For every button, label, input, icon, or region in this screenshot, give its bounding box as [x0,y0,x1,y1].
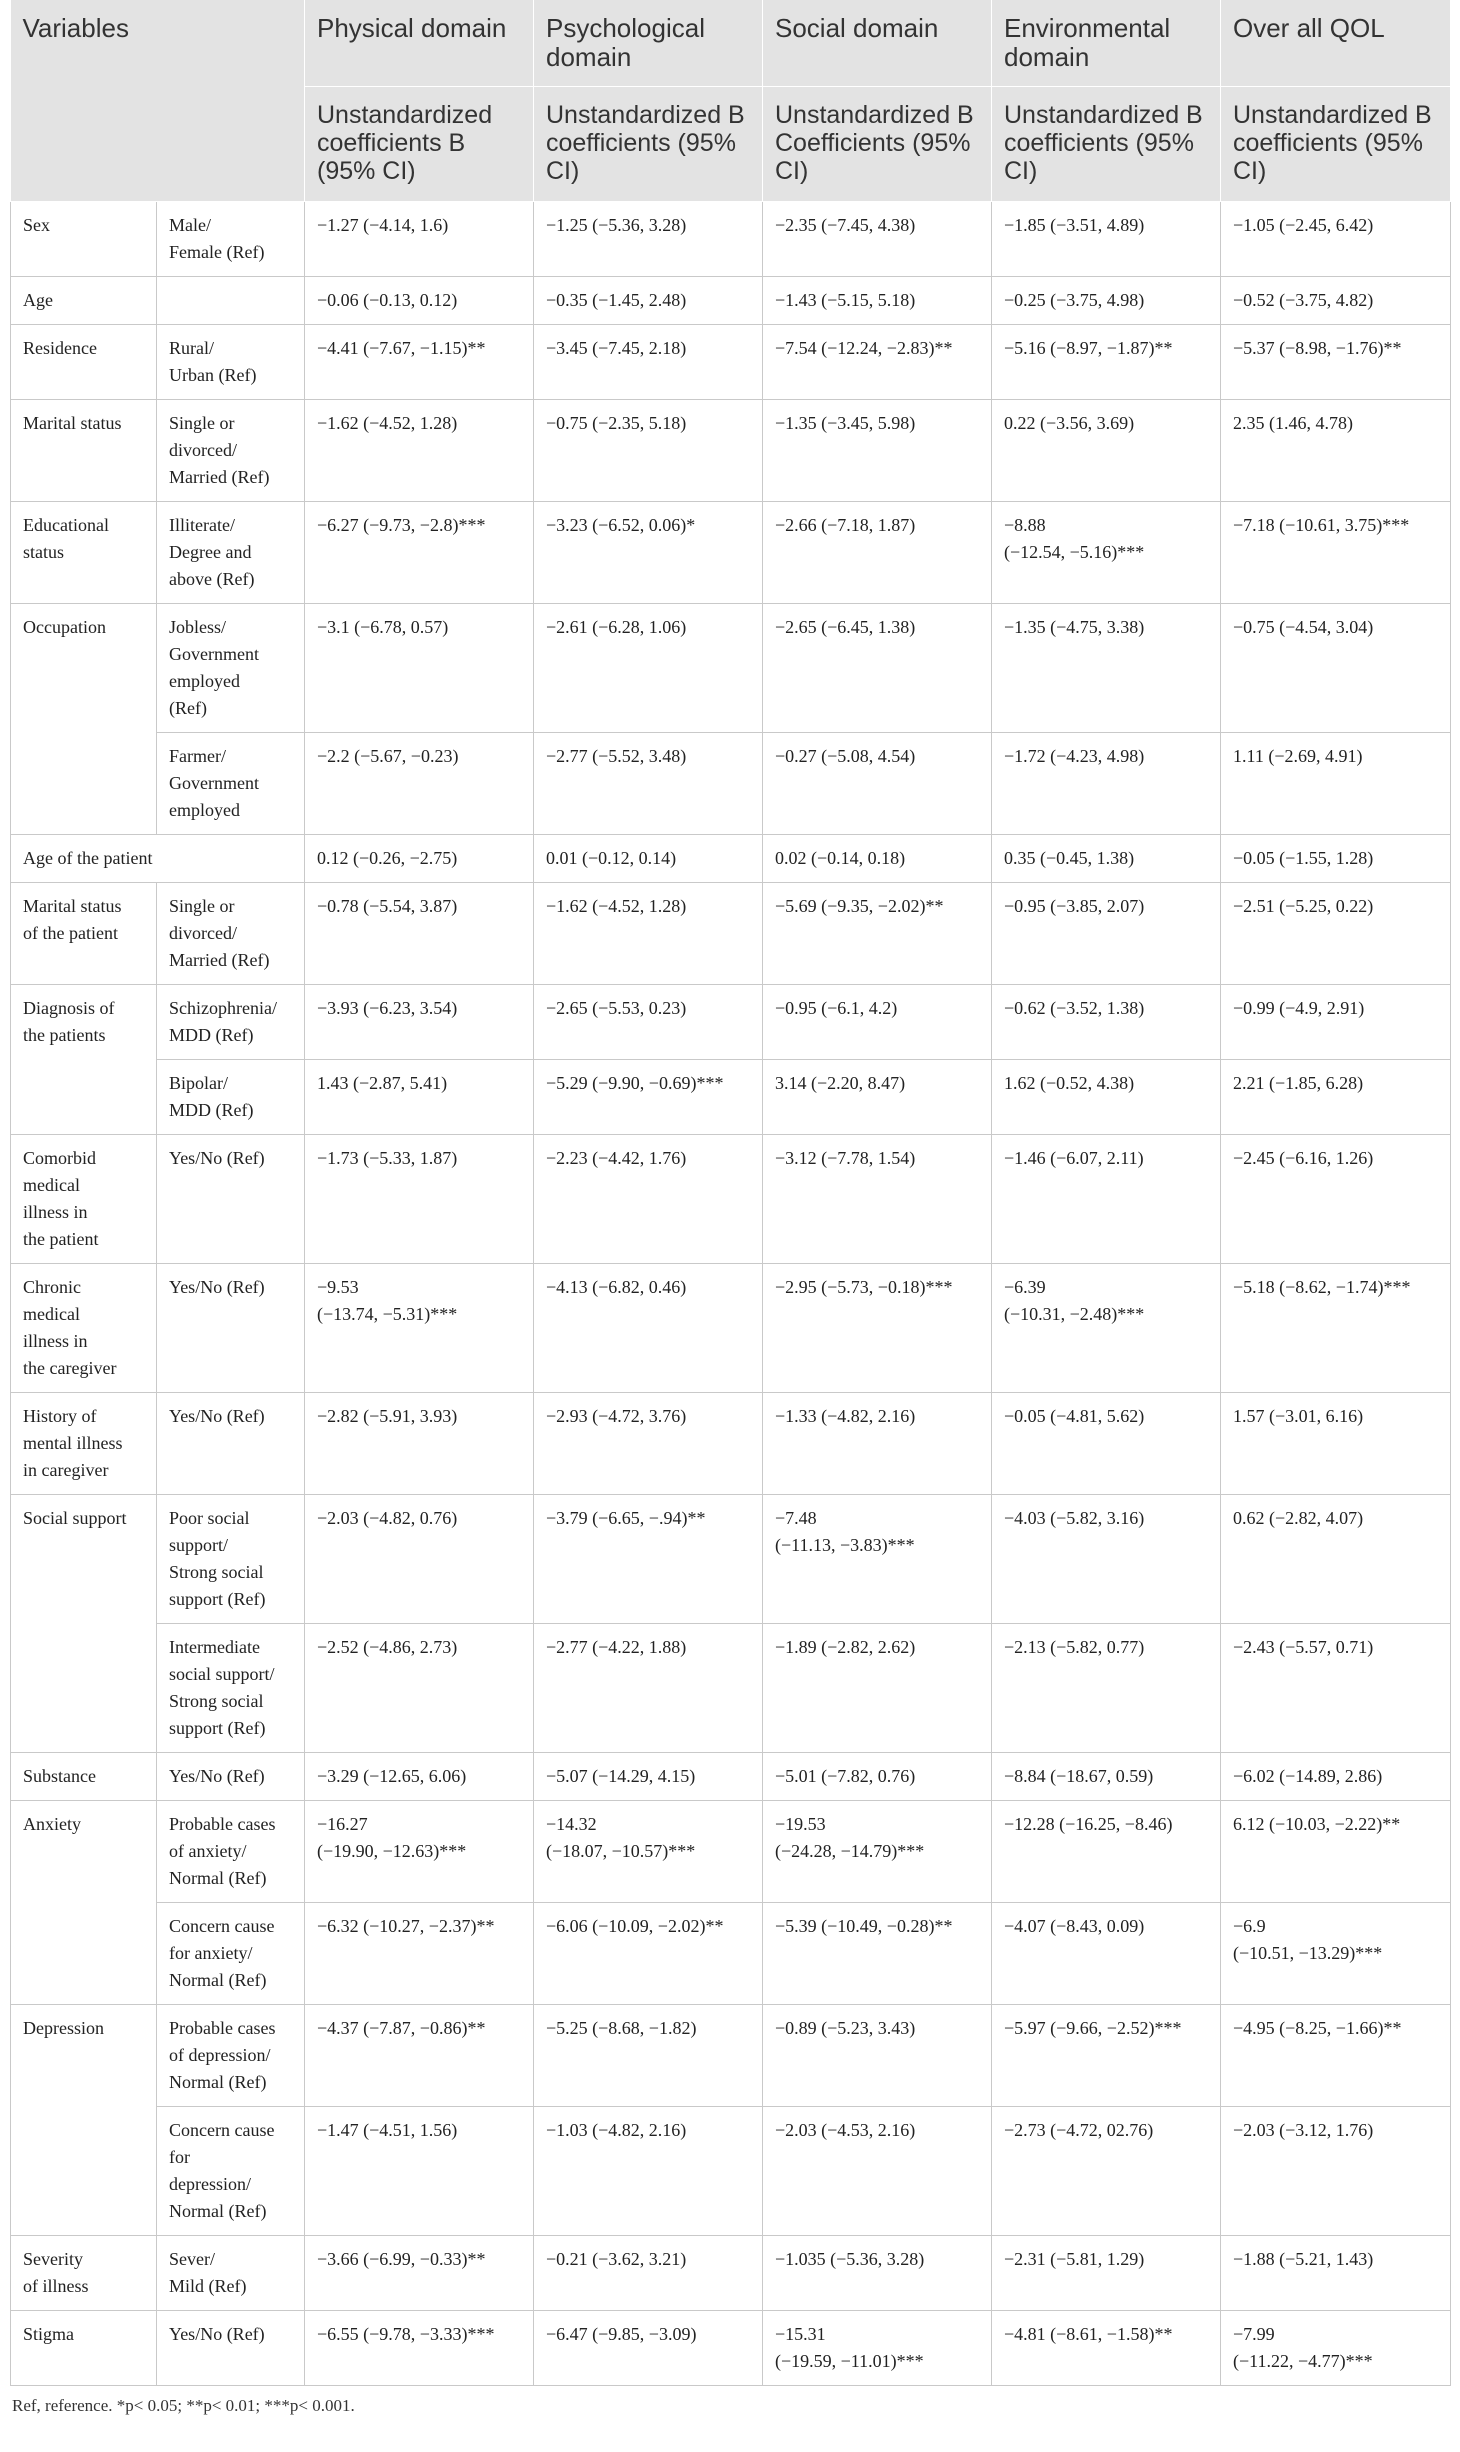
table-row [11,1393,1451,1495]
cell-value: −5.16 (−8.97, −1.87)** [992,325,1221,400]
table-row [11,2005,1451,2107]
cell-value: −1.62 (−4.52, 1.28) [534,883,763,985]
cell-value: 2.21 (−1.85, 6.28) [1221,1060,1451,1135]
cell-value: −1.73 (−5.33, 1.87) [305,1135,534,1264]
cell-value: 1.57 (−3.01, 6.16) [1221,1393,1451,1495]
cell-value: −5.01 (−7.82, 0.76) [763,1753,992,1801]
row-variable: Comorbid medical illness in the patient [11,1135,157,1264]
row-category: Male/ Female (Ref) [157,202,305,277]
table-footnote: Ref, reference. *p< 0.05; **p< 0.01; ***p< 0.001. [12,2396,355,2415]
cell-value: −2.52 (−4.86, 2.73) [305,1624,534,1753]
table-row [11,1495,1451,1624]
cell-value: −2.35 (−7.45, 4.38) [763,202,992,277]
row-category: Concern cause for anxiety/ Normal (Ref) [157,1903,305,2005]
cell-value: 1.11 (−2.69, 4.91) [1221,733,1451,835]
cell-value: −5.97 (−9.66, −2.52)*** [992,2005,1221,2107]
cell-value: −4.37 (−7.87, −0.86)** [305,2005,534,2107]
cell-value: −5.25 (−8.68, −1.82) [534,2005,763,2107]
table-row [11,2107,1451,2236]
cell-value: −1.035 (−5.36, 3.28) [763,2236,992,2311]
cell-value: −2.61 (−6.28, 1.06) [534,604,763,733]
cell-value: −0.06 (−0.13, 0.12) [305,277,534,325]
table-row [11,604,1451,733]
cell-value: −3.29 (−12.65, 6.06) [305,1753,534,1801]
cell-value: 0.62 (−2.82, 4.07) [1221,1495,1451,1624]
cell-value: −3.93 (−6.23, 3.54) [305,985,534,1060]
cell-value: 0.01 (−0.12, 0.14) [534,835,763,883]
cell-value: −0.25 (−3.75, 4.98) [992,277,1221,325]
row-category: Concern cause for depression/ Normal (Ref) [157,2107,305,2236]
cell-value: −1.33 (−4.82, 2.16) [763,1393,992,1495]
table-row [11,1060,1451,1135]
cell-value: −0.95 (−6.1, 4.2) [763,985,992,1060]
cell-value: −6.39 (−10.31, −2.48)*** [992,1264,1221,1393]
row-category: Single or divorced/ Married (Ref) [157,400,305,502]
row-variable: Anxiety [11,1801,157,2005]
cell-value: −0.21 (−3.62, 3.21) [534,2236,763,2311]
row-variable: Age of the patient [11,835,305,883]
row-variable: Marital status [11,400,157,502]
cell-value: −0.89 (−5.23, 3.43) [763,2005,992,2107]
table-row [11,277,1451,325]
row-variable: Substance [11,1753,157,1801]
cell-value: −4.13 (−6.82, 0.46) [534,1264,763,1393]
cell-value: −2.45 (−6.16, 1.26) [1221,1135,1451,1264]
cell-value: −4.95 (−8.25, −1.66)** [1221,2005,1451,2107]
row-variable: Social support [11,1495,157,1753]
row-variable: Sex [11,202,157,277]
cell-value: −5.37 (−8.98, −1.76)** [1221,325,1451,400]
regression-table [10,0,1451,2386]
row-variable: Diagnosis of the patients [11,985,157,1135]
cell-value: −3.45 (−7.45, 2.18) [534,325,763,400]
row-category [157,277,305,325]
cell-value: −3.79 (−6.65, −.94)** [534,1495,763,1624]
row-category: Probable cases of depression/ Normal (Ref) [157,2005,305,2107]
cell-value: −8.84 (−18.67, 0.59) [992,1753,1221,1801]
cell-value: −7.48 (−11.13, −3.83)*** [763,1495,992,1624]
header-physical: Physical domain [305,0,534,87]
table-row [11,1135,1451,1264]
cell-value: −15.31 (−19.59, −11.01)*** [763,2311,992,2386]
row-category: Yes/No (Ref) [157,2311,305,2386]
subheader-environmental: Unstandardized B coefficients (95% CI) [992,87,1221,202]
cell-value: −2.43 (−5.57, 0.71) [1221,1624,1451,1753]
cell-value: −2.77 (−4.22, 1.88) [534,1624,763,1753]
table-row [11,2311,1451,2386]
row-category: Yes/No (Ref) [157,1393,305,1495]
table-row [11,1753,1451,1801]
cell-value: −2.65 (−6.45, 1.38) [763,604,992,733]
cell-value: −4.07 (−8.43, 0.09) [992,1903,1221,2005]
cell-value: −0.75 (−4.54, 3.04) [1221,604,1451,733]
cell-value: 0.35 (−0.45, 1.38) [992,835,1221,883]
table-row [11,985,1451,1060]
cell-value: −0.52 (−3.75, 4.82) [1221,277,1451,325]
row-variable: Depression [11,2005,157,2236]
cell-value: −1.27 (−4.14, 1.6) [305,202,534,277]
row-variable: Stigma [11,2311,157,2386]
table-row [11,325,1451,400]
cell-value: −1.05 (−2.45, 6.42) [1221,202,1451,277]
table-row [11,883,1451,985]
cell-value: −6.9 (−10.51, −13.29)*** [1221,1903,1451,2005]
cell-value: −6.06 (−10.09, −2.02)** [534,1903,763,2005]
table-row [11,1903,1451,2005]
row-category: Bipolar/ MDD (Ref) [157,1060,305,1135]
cell-value: −7.99 (−11.22, −4.77)*** [1221,2311,1451,2386]
cell-value: −2.66 (−7.18, 1.87) [763,502,992,604]
row-category: Probable cases of anxiety/ Normal (Ref) [157,1801,305,1903]
cell-value: −2.03 (−4.82, 0.76) [305,1495,534,1624]
cell-value: −0.35 (−1.45, 2.48) [534,277,763,325]
cell-value: −2.03 (−3.12, 1.76) [1221,2107,1451,2236]
cell-value: −0.27 (−5.08, 4.54) [763,733,992,835]
cell-value: −7.54 (−12.24, −2.83)** [763,325,992,400]
header-social: Social domain [763,0,992,87]
cell-value: −6.02 (−14.89, 2.86) [1221,1753,1451,1801]
row-category: Rural/ Urban (Ref) [157,325,305,400]
cell-value: −7.18 (−10.61, 3.75)*** [1221,502,1451,604]
row-variable: History of mental illness in caregiver [11,1393,157,1495]
cell-value: −2.77 (−5.52, 3.48) [534,733,763,835]
row-variable: Educational status [11,502,157,604]
cell-value: −2.13 (−5.82, 0.77) [992,1624,1221,1753]
cell-value: −1.43 (−5.15, 5.18) [763,277,992,325]
cell-value: −4.81 (−8.61, −1.58)** [992,2311,1221,2386]
table-row [11,400,1451,502]
table-row [11,2236,1451,2311]
header-variables: Variables [11,0,305,202]
cell-value: −6.55 (−9.78, −3.33)*** [305,2311,534,2386]
cell-value: −0.05 (−4.81, 5.62) [992,1393,1221,1495]
subheader-social: Unstandardized B Coefficients (95% CI) [763,87,992,202]
cell-value: −4.41 (−7.67, −1.15)** [305,325,534,400]
row-category: Yes/No (Ref) [157,1135,305,1264]
cell-value: −1.47 (−4.51, 1.56) [305,2107,534,2236]
cell-value: −14.32 (−18.07, −10.57)*** [534,1801,763,1903]
cell-value: −0.78 (−5.54, 3.87) [305,883,534,985]
cell-value: −3.12 (−7.78, 1.54) [763,1135,992,1264]
cell-value: −2.03 (−4.53, 2.16) [763,2107,992,2236]
row-category: Single or divorced/ Married (Ref) [157,883,305,985]
row-variable: Age [11,277,157,325]
table-body [11,202,1451,2386]
cell-value: −3.66 (−6.99, −0.33)** [305,2236,534,2311]
header-overall: Over all QOL [1221,0,1451,87]
cell-value: 3.14 (−2.20, 8.47) [763,1060,992,1135]
table-row [11,733,1451,835]
cell-value: −9.53 (−13.74, −5.31)*** [305,1264,534,1393]
cell-value: −5.18 (−8.62, −1.74)*** [1221,1264,1451,1393]
row-variable: Occupation [11,604,157,835]
cell-value: −1.46 (−6.07, 2.11) [992,1135,1221,1264]
cell-value: −0.05 (−1.55, 1.28) [1221,835,1451,883]
cell-value: −19.53 (−24.28, −14.79)*** [763,1801,992,1903]
cell-value: −2.31 (−5.81, 1.29) [992,2236,1221,2311]
row-category: Yes/No (Ref) [157,1264,305,1393]
cell-value: 0.22 (−3.56, 3.69) [992,400,1221,502]
cell-value: −5.07 (−14.29, 4.15) [534,1753,763,1801]
cell-value: −12.28 (−16.25, −8.46) [992,1801,1221,1903]
table-row [11,835,1451,883]
cell-value: −2.23 (−4.42, 1.76) [534,1135,763,1264]
cell-value: −2.65 (−5.53, 0.23) [534,985,763,1060]
cell-value: −8.88 (−12.54, −5.16)*** [992,502,1221,604]
cell-value: −2.93 (−4.72, 3.76) [534,1393,763,1495]
row-category: Poor social support/ Strong social support (Ref) [157,1495,305,1624]
cell-value: −0.62 (−3.52, 1.38) [992,985,1221,1060]
header-row [11,0,1451,87]
cell-value: −5.69 (−9.35, −2.02)** [763,883,992,985]
subheader-psychological: Unstandardized B coefficients (95% CI) [534,87,763,202]
table-row [11,202,1451,277]
cell-value: −0.99 (−4.9, 2.91) [1221,985,1451,1060]
cell-value: −1.72 (−4.23, 4.98) [992,733,1221,835]
cell-value: −3.23 (−6.52, 0.06)* [534,502,763,604]
row-category: Intermediate social support/ Strong social support (Ref) [157,1624,305,1753]
row-variable: Chronic medical illness in the caregiver [11,1264,157,1393]
cell-value: −6.32 (−10.27, −2.37)** [305,1903,534,2005]
cell-value: −1.85 (−3.51, 4.89) [992,202,1221,277]
cell-value: −2.82 (−5.91, 3.93) [305,1393,534,1495]
row-category: Yes/No (Ref) [157,1753,305,1801]
cell-value: −2.51 (−5.25, 0.22) [1221,883,1451,985]
cell-value: 2.35 (1.46, 4.78) [1221,400,1451,502]
cell-value: −1.88 (−5.21, 1.43) [1221,2236,1451,2311]
header-environmental: Environmental domain [992,0,1221,87]
table-row [11,502,1451,604]
cell-value: −4.03 (−5.82, 3.16) [992,1495,1221,1624]
cell-value: −2.2 (−5.67, −0.23) [305,733,534,835]
row-category: Farmer/ Government employed [157,733,305,835]
cell-value: −16.27 (−19.90, −12.63)*** [305,1801,534,1903]
cell-value: −5.29 (−9.90, −0.69)*** [534,1060,763,1135]
cell-value: −1.35 (−4.75, 3.38) [992,604,1221,733]
cell-value: −5.39 (−10.49, −0.28)** [763,1903,992,2005]
row-category: Jobless/ Government employed (Ref) [157,604,305,733]
row-variable: Marital status of the patient [11,883,157,985]
cell-value: 0.12 (−0.26, −2.75) [305,835,534,883]
cell-value: −1.25 (−5.36, 3.28) [534,202,763,277]
cell-value: −2.73 (−4.72, 02.76) [992,2107,1221,2236]
header-psychological: Psychological domain [534,0,763,87]
row-category: Illiterate/ Degree and above (Ref) [157,502,305,604]
cell-value: −1.35 (−3.45, 5.98) [763,400,992,502]
cell-value: 1.62 (−0.52, 4.38) [992,1060,1221,1135]
table-row [11,1801,1451,1903]
cell-value: 0.02 (−0.14, 0.18) [763,835,992,883]
cell-value: −2.95 (−5.73, −0.18)*** [763,1264,992,1393]
table-row [11,1624,1451,1753]
cell-value: −6.47 (−9.85, −3.09) [534,2311,763,2386]
row-variable: Residence [11,325,157,400]
cell-value: −1.89 (−2.82, 2.62) [763,1624,992,1753]
cell-value: −0.95 (−3.85, 2.07) [992,883,1221,985]
subheader-physical: Unstandardized coefficients B (95% CI) [305,87,534,202]
cell-value: −6.27 (−9.73, −2.8)*** [305,502,534,604]
row-category: Sever/ Mild (Ref) [157,2236,305,2311]
cell-value: −1.62 (−4.52, 1.28) [305,400,534,502]
row-category: Schizophrenia/ MDD (Ref) [157,985,305,1060]
cell-value: −1.03 (−4.82, 2.16) [534,2107,763,2236]
results-table-container [10,0,1450,2416]
cell-value: −0.75 (−2.35, 5.18) [534,400,763,502]
cell-value: −3.1 (−6.78, 0.57) [305,604,534,733]
table-row [11,1264,1451,1393]
row-variable: Severity of illness [11,2236,157,2311]
cell-value: 1.43 (−2.87, 5.41) [305,1060,534,1135]
cell-value: 6.12 (−10.03, −2.22)** [1221,1801,1451,1903]
subheader-overall: Unstandardized B coefficients (95% CI) [1221,87,1451,202]
